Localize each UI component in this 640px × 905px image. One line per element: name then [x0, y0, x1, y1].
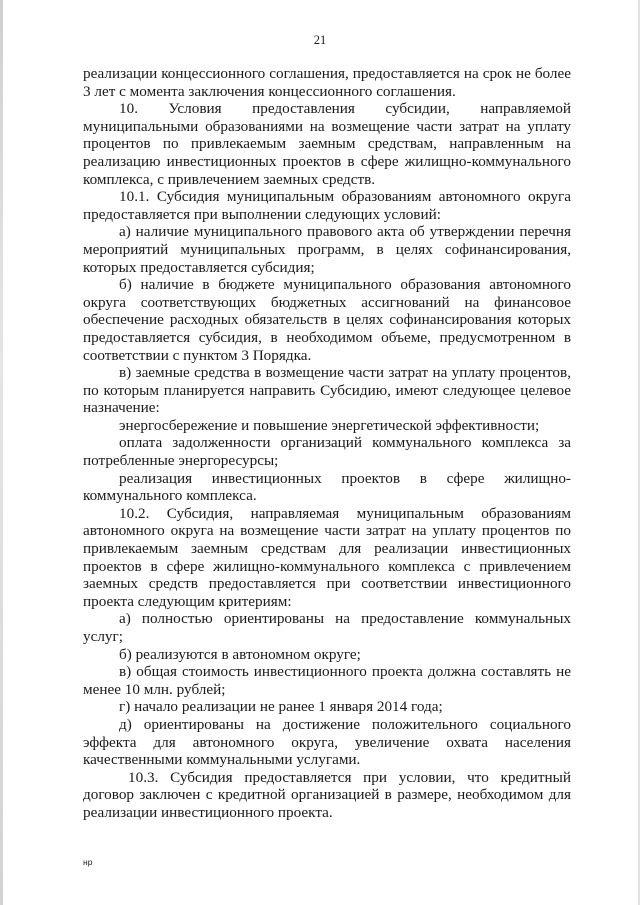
- paragraph-continuation: реализации концессионного соглашения, предоставляется на срок не более 3 лет с момента заключения концессионного соглашения.: [83, 65, 571, 100]
- scan-edge-left: [0, 0, 3, 905]
- paragraph-10-1-v: в) заемные средства в возмещение части затрат на уплату процентов, по которым планируется направить Субсидию, имеют следующее целевое назначение:: [83, 364, 571, 417]
- paragraph-purpose-energy: энергосбережение и повышение энергетической эффективности;: [119, 416, 540, 434]
- paragraph-10-1-a: а) наличие муниципального правового акта об утверждении перечня мероприятий муниципальных программ, в целях софинансирования, которых предоставляется субсидия;: [83, 223, 571, 276]
- paragraph-purpose-projects: реализация инвестиционных проектов в сфере жилищно-коммунального комплекса.: [83, 469, 571, 505]
- page-number: 21: [313, 33, 327, 47]
- paragraph-purpose-debt: оплата задолженности организаций коммунального комплекса за потребленные энергоресурсы;: [83, 434, 571, 470]
- paragraph-10-2-g: г) начало реализации не ранее 1 января 2014 года;: [119, 698, 443, 716]
- paragraph-10-2-b: б) реализуются в автономном округе;: [119, 645, 361, 663]
- paragraph-10-2-v: в) общая стоимость инвестиционного проекта должна составлять не менее 10 млн. рублей;: [83, 663, 571, 698]
- paragraph-10-1: 10.1. Субсидия муниципальным образованиям автономного округа предоставляется при выполнении следующих условий:: [83, 188, 571, 223]
- document-body: [83, 65, 571, 822]
- footer-mark: нр: [83, 857, 93, 867]
- paragraph-10-2-d: д) ориентированы на достижение положительного социального эффекта для автономного округа, увеличение охвата населения качественными коммунальными услугами.: [83, 715, 571, 769]
- paragraph-10-2: 10.2. Субсидия, направляемая муниципальным образованиям автономного округа на возмещение части затрат на уплату процентов по привлекаемым заемным средствам для реализации инвестиционных проектов в сфере жилищно-коммунального комплекса с привлечением заемных средств предоставляется при соответствии инвестиционного проекта следующим критериям:: [83, 504, 571, 610]
- paragraph-10-2-a: а) полностью ориентированы на предоставление коммунальных услуг;: [83, 610, 571, 645]
- paragraph-10-1-b: б) наличие в бюджете муниципального образования автономного округа соответствующих бюджетных ассигнований на финансовое обеспечение расходных обязательств в целях софинансирования которых предоставляется субсидия, в необходимом объеме, предусмотренном в соответствии с пунктом 3 Порядка.: [83, 276, 571, 364]
- paragraph-section-10: 10. Условия предоставления субсидии, направляемой муниципальными образованиями на возмещение части затрат на уплату процентов по привлекаемым заемным средствам, направленным на реализацию инвестиционных проектов в сфере жилищно-коммунального комплекса, с привлечением заемных средств.: [83, 100, 571, 188]
- paragraph-10-3: 10.3. Субсидия предоставляется при условии, что кредитный договор заключен с кредитной организацией в размере, необходимом для реализации инвестиционного проекта.: [83, 768, 571, 821]
